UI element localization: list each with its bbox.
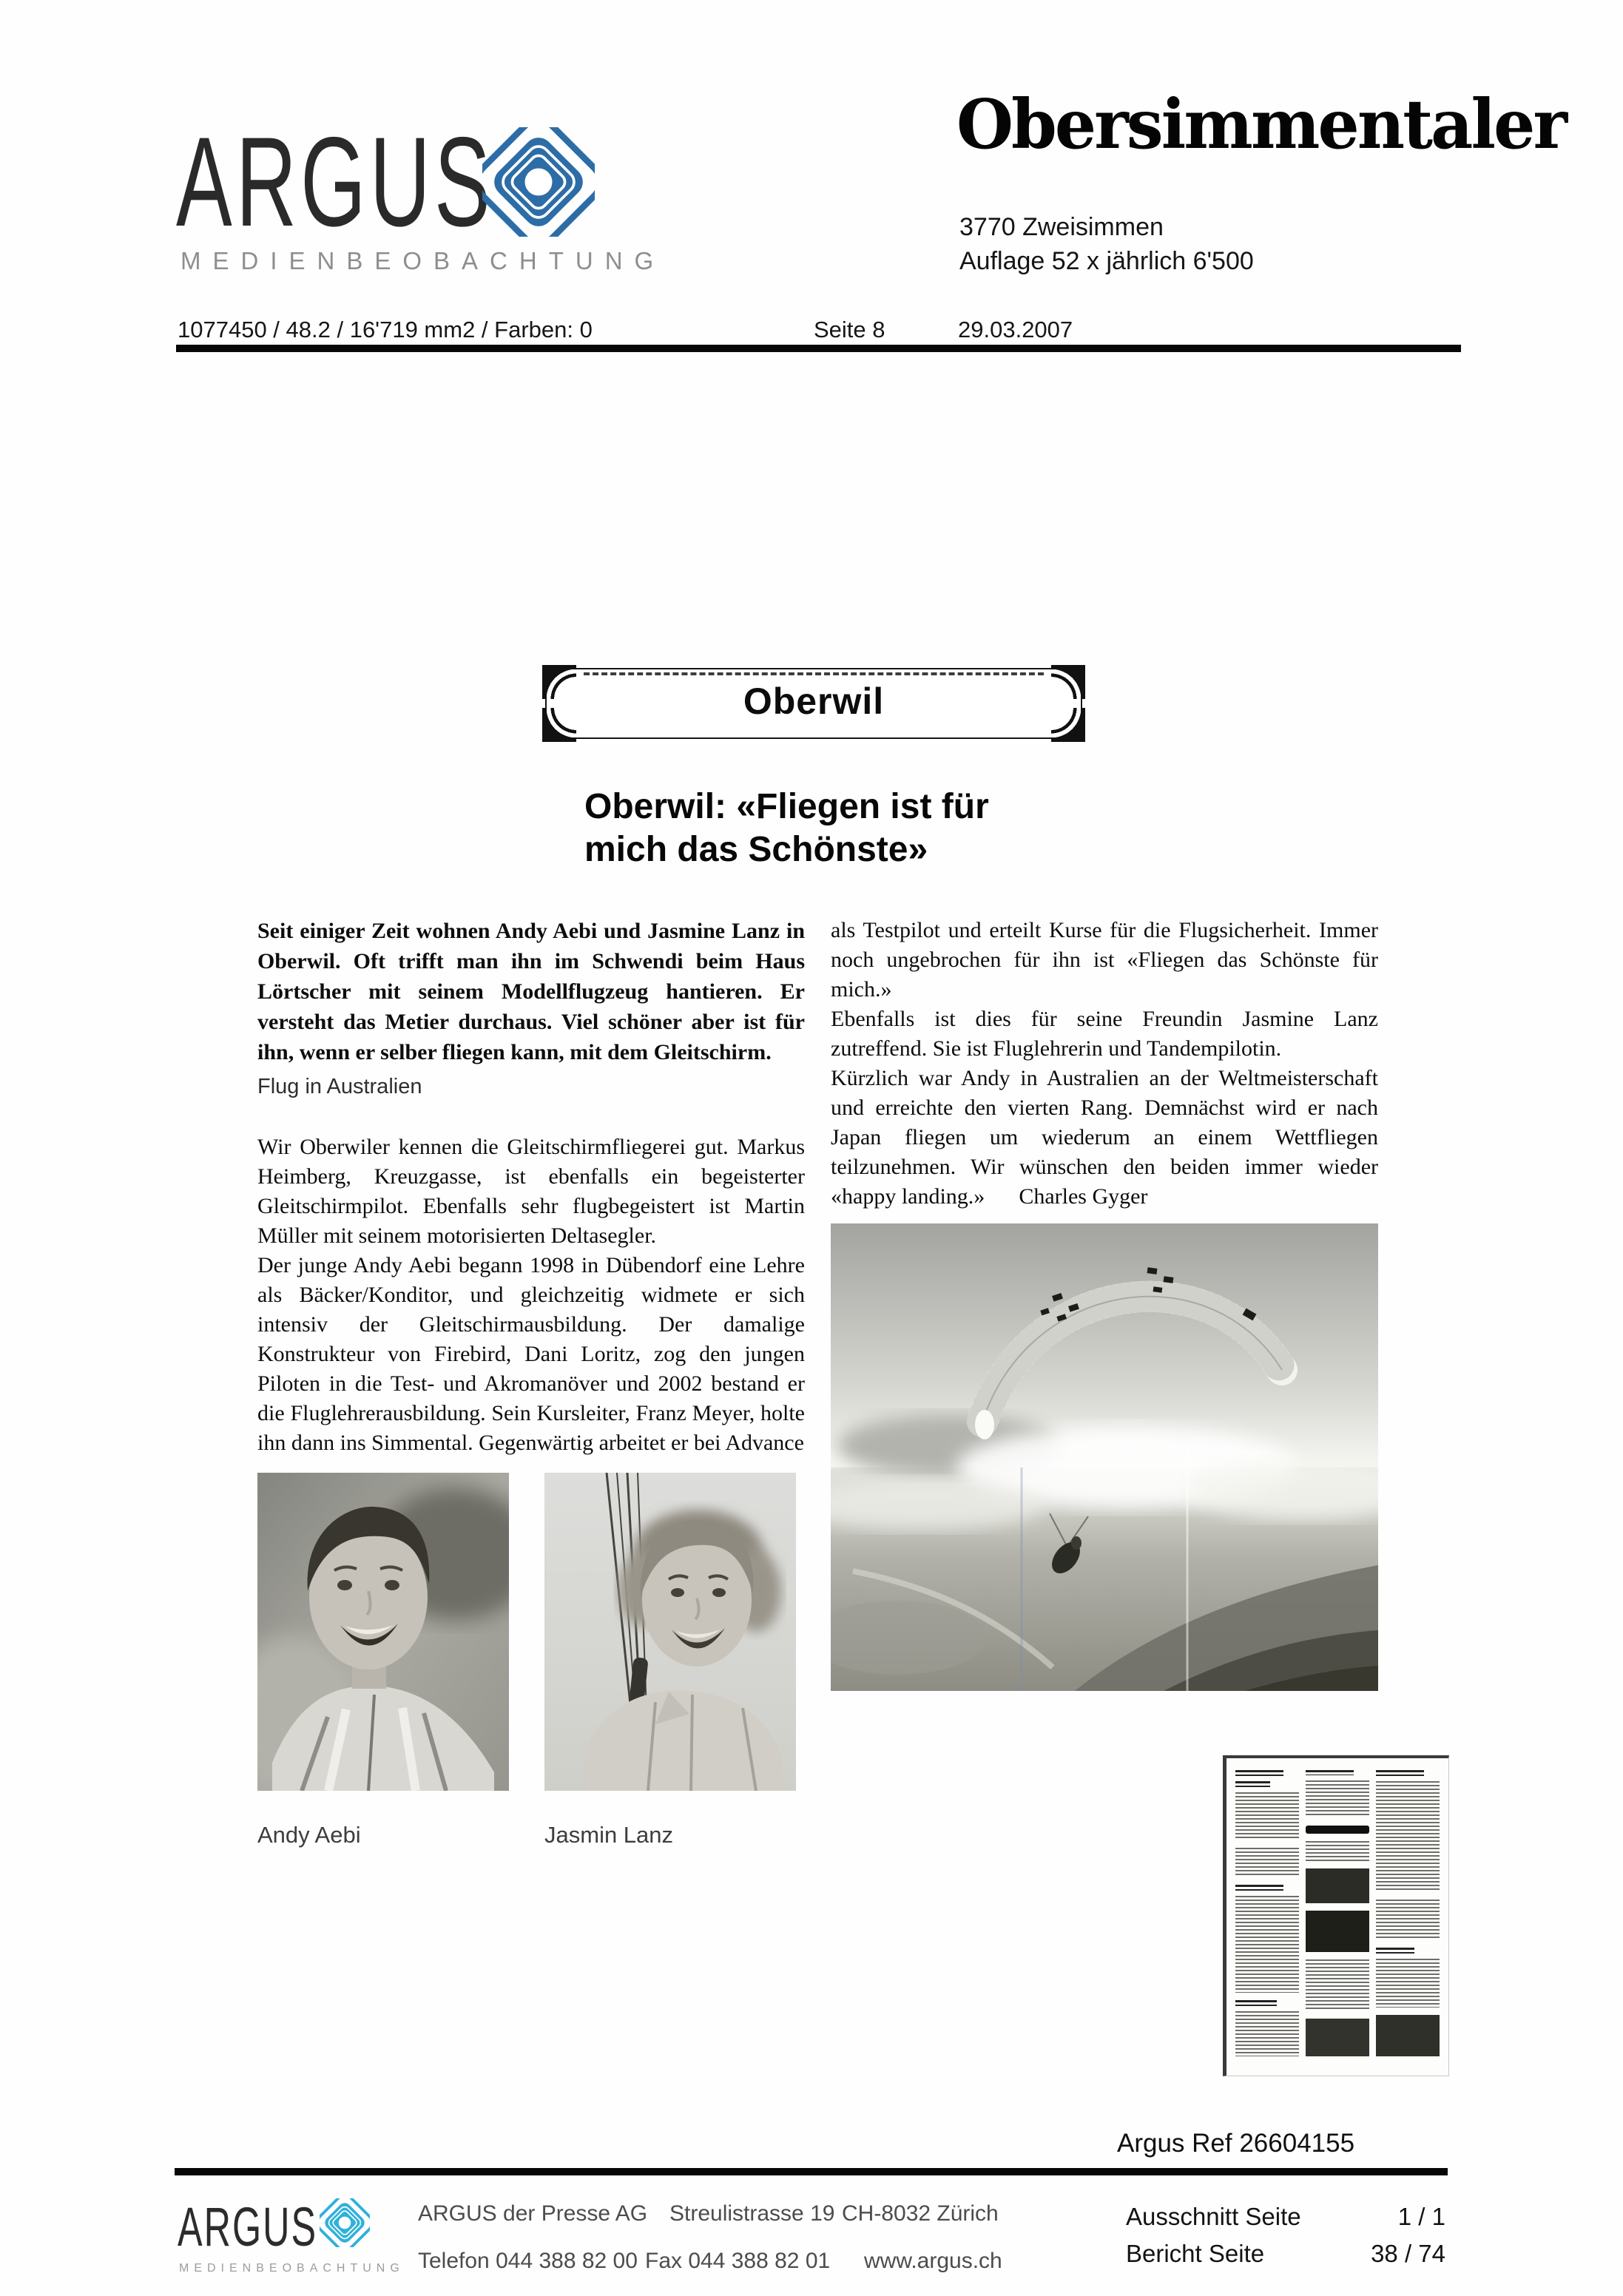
- mini-text-block: [1306, 1959, 1369, 2010]
- mini-text-block: [1376, 1900, 1440, 1939]
- mini-text-block: [1235, 1848, 1299, 1877]
- mini-headline-block: [1235, 1770, 1283, 1776]
- paragliding-photo: [831, 1223, 1378, 1691]
- footer-divider-rule: [175, 2168, 1448, 2175]
- portrait-jasmin-block: [544, 1473, 796, 1850]
- mini-headline-block: [1235, 2000, 1277, 2006]
- footer-argus-wordmark: ARGUS: [178, 2196, 318, 2258]
- article-subhead: Flug in Australien: [257, 1075, 422, 1098]
- thumbnail-column: [1235, 1770, 1299, 2064]
- mini-photo-block: [1306, 1868, 1369, 1903]
- thumbnail-column: [1376, 1770, 1440, 2064]
- article-headline: [584, 786, 989, 871]
- publication-masthead: Obersimmentaler: [956, 84, 1566, 164]
- article-paragraph-text: Kürzlich war Andy in Australien an der Weltmeisterschaft und erreichte den vierten Rang. Demnächst wird er nach Japan fliegen um wiederum an einem Wettfliegen teilzunehmen. Wir wünschen den beiden immer wieder «happy landing.»: [831, 1066, 1378, 1209]
- argus-logo-subtitle: MEDIENBEOBACHTUNG: [180, 247, 666, 274]
- source-page-thumbnail: [1223, 1755, 1449, 2076]
- article-paragraph: Wir Oberwiler kennen die Gleitschirmfliegerei gut. Markus Heimberg, Kreuzgasse, ist ebenfalls ein begeisterter Gleitschirmpilot. Ebenfalls sehr flugbegeistert ist Martin Müller mit seinem motorisierten Deltasegler.: [257, 1135, 805, 1248]
- mini-photo-block: [1306, 2019, 1369, 2056]
- photo-caption-jasmin: Jasmin Lanz: [544, 1822, 674, 1848]
- clipping-date: 29.03.2007: [958, 317, 1073, 342]
- footer-city: CH-8032 Zürich: [842, 2201, 999, 2226]
- section-banner-box: [545, 668, 1082, 739]
- headline-line-1: Oberwil: «Fliegen ist für: [584, 787, 989, 826]
- mini-section-banner: [1306, 1826, 1369, 1834]
- mini-headline-block: [1376, 1948, 1414, 1954]
- mini-headline-block: [1376, 1770, 1424, 1776]
- argus-logo-wordmark: ARGUS: [176, 111, 495, 253]
- footer-argus-subtitle: MEDIENBEOBACHTUNG: [179, 2262, 405, 2275]
- cutout-page-row: [1126, 2198, 1445, 2235]
- article-paragraph: [831, 1064, 1378, 1212]
- article-column-right: [831, 916, 1378, 1691]
- article-author: Charles Gyger: [1019, 1184, 1148, 1209]
- mini-text-block: [1235, 1792, 1299, 1840]
- article-paragraph: Ebenfalls ist dies für seine Freundin Jasmine Lanz zutreffend. Sie ist Fluglehrerin und Tandempilotin.: [831, 1007, 1378, 1061]
- article-lead: Seit einiger Zeit wohnen Andy Aebi und Jasmine Lanz in Oberwil. Oft trifft man ihn im Schwendi beim Haus Lörtscher mit seinem Modellflugzeug hantieren. Er versteht das Metier durchaus. Viel schöner aber ist für ihn, wenn er selber fliegen kann, mit dem Gleitschirm.: [257, 919, 805, 1064]
- article-paragraph: Der junge Andy Aebi begann 1998 in Dübendorf eine Lehre als Bäcker/Konditor, und gleichzeitig widmete er sich intensiv der Gleitschirmausbildung. Der damalige Konstrukteur von Firebird, Dani Loritz, zog den jungen Piloten in die Test- und Akromanöver und 2002 bestand er die Fluglehrerausbildung. Sein Kursleiter, Franz Meyer, holte ihn dann ins Simmental. Gegenwärtig arbeitet er bei Advance: [257, 1253, 805, 1455]
- section-banner-label: Oberwil: [743, 681, 885, 722]
- report-page-value: 38 / 74: [1371, 2240, 1445, 2267]
- portrait-photo-jasmin: [544, 1473, 796, 1791]
- report-page-row: [1126, 2235, 1445, 2272]
- cutout-page-value: 1 / 1: [1397, 2203, 1445, 2230]
- footer-argus-eye-icon: [320, 2198, 370, 2247]
- mini-headline-block: [1306, 1770, 1354, 1775]
- argus-eye-icon: [482, 127, 595, 237]
- mini-photo-block: [1376, 2015, 1440, 2056]
- footer-fax: Fax 044 388 82 01: [645, 2249, 831, 2273]
- portrait-photo-andy: [257, 1473, 509, 1791]
- thumbnail-column: [1306, 1770, 1369, 2064]
- publication-address: 3770 Zweisimmen: [959, 213, 1164, 241]
- footer-page-counters: [1126, 2198, 1445, 2272]
- mini-text-block: [1235, 1896, 1299, 1993]
- footer-phone: Telefon 044 388 82 00: [418, 2249, 638, 2273]
- footer-street: Streulistrasse 19: [669, 2201, 835, 2226]
- portrait-photo-row: [257, 1473, 805, 1850]
- article-column-left: [257, 916, 805, 1850]
- mini-text-block: [1376, 1959, 1440, 2008]
- article-paragraph: als Testpilot und erteilt Kurse für die Flugsicherheit. Immer noch ungebrochen für ihn ist «Fliegen das Schönste für mich.»: [831, 918, 1378, 1002]
- footer-website: www.argus.ch: [864, 2249, 1002, 2273]
- clipping-page-label: Seite 8: [814, 317, 885, 342]
- mini-headline-block: [1235, 1885, 1283, 1891]
- mini-text-block: [1306, 1780, 1369, 1815]
- clipping-meta-info: 1077450 / 48.2 / 16'719 mm2 / Farben: 0: [178, 317, 593, 342]
- mini-headline-block: [1235, 1781, 1270, 1787]
- mini-text-block: [1306, 1841, 1369, 1861]
- publication-circulation: Auflage 52 x jährlich 6'500: [959, 247, 1254, 275]
- mini-text-block: [1235, 2011, 1299, 2056]
- mini-photo-block: [1306, 1911, 1369, 1952]
- portrait-andy-block: [257, 1473, 509, 1850]
- footer-company: ARGUS der Presse AG: [418, 2201, 648, 2226]
- headline-line-2: mich das Schönste»: [584, 830, 928, 869]
- report-page-label: Bericht Seite: [1126, 2240, 1265, 2267]
- mini-text-block: [1376, 1781, 1440, 1892]
- argus-reference-number: Argus Ref 26604155: [1117, 2129, 1355, 2158]
- header-divider-rule: [176, 345, 1461, 352]
- cutout-page-label: Ausschnitt Seite: [1126, 2203, 1301, 2230]
- photo-caption-andy: Andy Aebi: [257, 1822, 361, 1848]
